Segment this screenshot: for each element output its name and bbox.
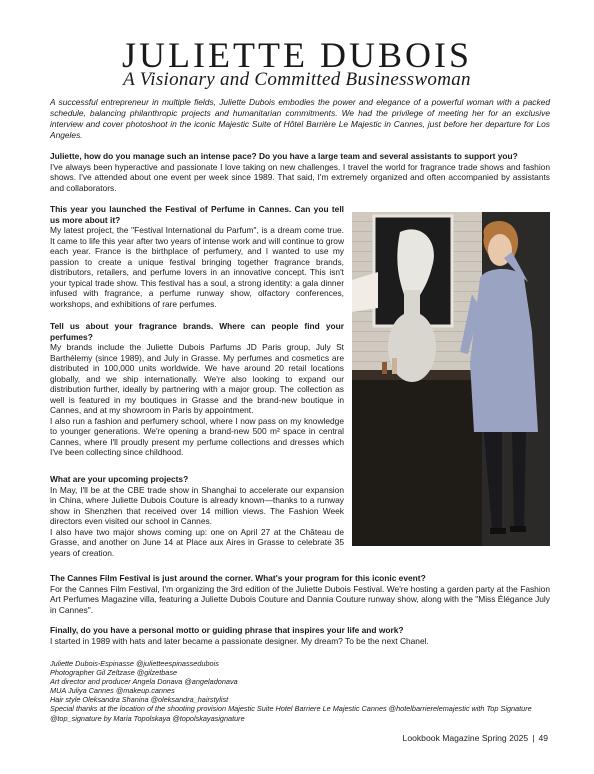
magazine-issue: Lookbook Magazine Spring 2025 bbox=[402, 733, 529, 743]
question: The Cannes Film Festival is just around the corner. What's your program for this iconic event? bbox=[50, 573, 426, 583]
credit-line: Photographer Gil Zeltzase @gilzetbase bbox=[50, 668, 178, 678]
qa-section-2 bbox=[50, 204, 344, 309]
answer-continued: I also have two major shows coming up: one on April 27 at the Château de Grasse, and another on June 14 at Place aux Aires in Grasse to celebrate 35 years of creation. bbox=[50, 526, 344, 558]
qa-section-3 bbox=[50, 321, 344, 458]
article-title: JULIETTE DUBOIS bbox=[122, 35, 472, 75]
intro-paragraph: A successful entrepreneur in multiple fields, Juliette Dubois embodies the power and elegance of a powerful woman with a packed schedule, balancing philanthropic projects and humanitarian commitments. We had the privilege of meeting her for an exclusive interview and cover photoshoot in the iconic Majestic Suite of Hôtel Barrière Le Majestic in Cannes, just before her departure for Los Angeles. bbox=[50, 97, 550, 140]
qa-section-5 bbox=[50, 573, 550, 615]
page-footer bbox=[403, 733, 548, 743]
credit-line: Juliette Dubois-Espinasse @julietteespinassedubois bbox=[50, 659, 219, 668]
answer: My latest project, the "Festival International du Parfum", is a dream come true. It came to life this year after two years of intense work and will continue to grow each year. France is the birthplace of perfumery, and I wanted to use my passion to create a unique festival bringing together fragrance brands, distributors, retailers, and perfume lovers in an innovative concept. This isn't your typical trade show. This festival has a soul, a strong identity: a gala dinner infused with fragrance, a perfume runway show, olfactory conferences, workshops, and exhibitions of rare perfumes. bbox=[50, 225, 344, 309]
qa-section-1 bbox=[50, 151, 550, 193]
question: Tell us about your fragrance brands. Where can people find your perfumes? bbox=[50, 321, 344, 342]
answer: For the Cannes Film Festival, I'm organizing the 3rd edition of the Juliette Dubois Festival. We're hosting a garden party at the Fashion Art Perfumes Magazine villa, featuring a Juliette Dubois Couture and Dannia Couture runway show, along with the "Miss Élégance July in Cannes". bbox=[50, 583, 550, 615]
question: This year you launched the Festival of Perfume in Cannes. Can you tell us more about it? bbox=[50, 204, 344, 225]
question: What are your upcoming projects? bbox=[50, 474, 189, 484]
qa-section-4 bbox=[50, 474, 344, 558]
answer: I've always been hyperactive and passionate I love taking on new challenges. I travel the world for fragrance trade shows and fashion shows. I've attended about one event per week since 1989. That said, I'm extremely organized and often accompanied by assistants and collaborators. bbox=[50, 161, 550, 193]
credit-line: MUA Juliya Cannes @makeup.cannes bbox=[50, 686, 175, 696]
answer: I started in 1989 with hats and later became a passionate designer. My dream? To be the next Chanel. bbox=[50, 635, 429, 646]
question: Juliette, how do you manage such an intense pace? Do you have a large team and several assistants to support you? bbox=[50, 151, 518, 161]
question: Finally, do you have a personal motto or guiding phrase that inspires your life and work? bbox=[50, 625, 404, 635]
answer-continued: I also run a fashion and perfumery school, where I now pass on my knowledge to younger generations. We're opening a brand-new 500 m² space in central Cannes, where I'll proudly present my perfume collections and dresses which I've been collecting since childhood. bbox=[50, 415, 344, 457]
answer: In May, I'll be at the CBE trade show in Shanghai to accelerate our expansion in China, where Juliette Dubois Couture is already known—thanks to a runway show in Shenzhen that received over 14 million views. The Fashion Week directors even visited our school in Cannes. bbox=[50, 484, 344, 526]
credit-line: Special thanks at the location of the shooting provision Majestic Suite Hotel Barriere Le Majestic Cannes @hotelbarrierelemajestic with Top Signature @top_signature by Maria Topolskaya @topolskayasignature bbox=[50, 704, 532, 723]
article-subtitle: A Visionary and Committed Businesswoman bbox=[123, 69, 471, 90]
portrait-photo bbox=[352, 212, 550, 546]
footer-separator: | bbox=[532, 733, 535, 743]
credit-line: Hair style Oleksandra Shanina @oleksandra_hairstylist bbox=[50, 695, 229, 705]
photo-credits bbox=[50, 659, 550, 723]
qa-section-6 bbox=[50, 625, 550, 646]
page-number: 49 bbox=[538, 733, 548, 743]
answer: My brands include the Juliette Dubois Parfums JD Paris group, July St Barthélemy (since 1989), and July in Grasse. My perfumes and cosmetics are distributed in 100,000 units worldwide. We have around 20 retail locations globally, and we ship internationally. We're also looking to expand our distribution further, ideally by partnering with a major group. The collection as well is featured in my boutiques in Grasse and the brand-new boutique in Cannes, and at my showroom in Paris by appointment. bbox=[50, 342, 344, 415]
portrait-illustration bbox=[352, 212, 550, 546]
credit-line: Art director and producer Angela Donava @angeladonava bbox=[50, 677, 238, 687]
